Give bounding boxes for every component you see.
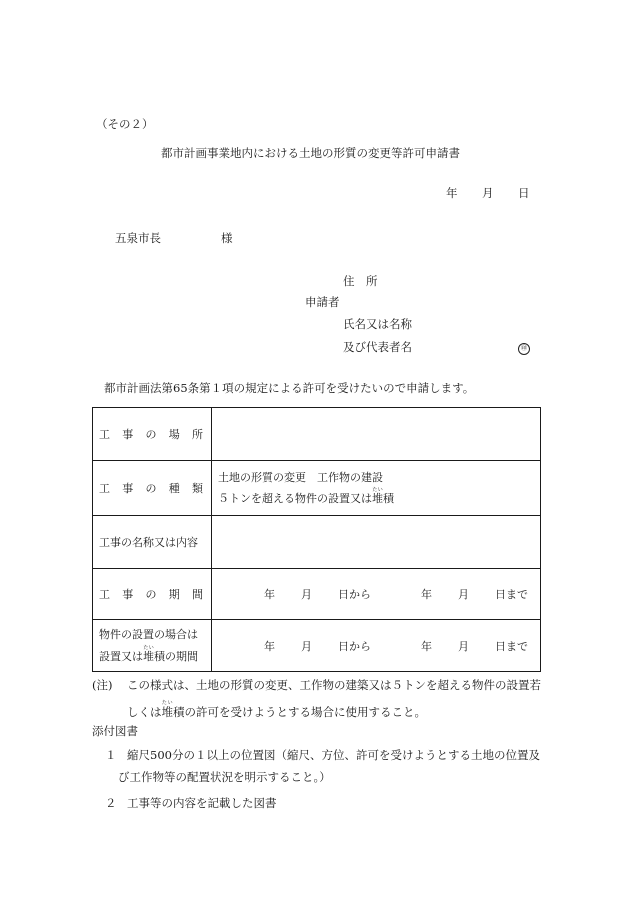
label-char: 所 bbox=[192, 428, 203, 441]
name-value-cell[interactable] bbox=[212, 516, 541, 569]
note-line1: この様式は、土地の形質の変更、工作物の建築又は５トンを超える物件の設置若 bbox=[127, 678, 541, 692]
construction-period: 年 月 日から 年 月 日まで bbox=[264, 588, 528, 601]
label-char: の bbox=[145, 428, 157, 441]
address-label: 住 所 bbox=[343, 274, 378, 288]
label-char: 種 bbox=[168, 482, 180, 495]
label-char: 工 bbox=[99, 428, 110, 441]
label-char: 間 bbox=[192, 588, 203, 601]
sheet-label: （その２） bbox=[96, 117, 154, 131]
location-value-cell[interactable] bbox=[212, 408, 541, 461]
table-row bbox=[93, 620, 541, 672]
table-row bbox=[93, 461, 541, 516]
kind-value-cell bbox=[212, 461, 541, 516]
seal-icon: ㊞ bbox=[518, 343, 530, 355]
storage-period-value-cell[interactable] bbox=[212, 620, 541, 672]
label-char: 事 bbox=[122, 482, 134, 495]
table-row bbox=[93, 516, 541, 569]
table-label-cell bbox=[93, 408, 212, 461]
attachment-1-number: １ bbox=[105, 748, 117, 762]
addressee: 五泉市長 bbox=[115, 231, 161, 245]
attachments-title: 添付図書 bbox=[92, 724, 138, 738]
attachment-1-line2: び工作物等の配置状況を明示すること。） bbox=[118, 770, 331, 784]
row-label-location bbox=[93, 426, 211, 442]
application-form-table bbox=[92, 407, 541, 672]
statement: 都市計画法第65条第１項の規定による許可を受けたいので申請します。 bbox=[104, 381, 475, 395]
attachment-2-number: ２ bbox=[105, 796, 117, 810]
row-label-kind bbox=[93, 480, 211, 496]
attachment-2-text: 工事等の内容を記載した図書 bbox=[127, 796, 277, 810]
note-label: (注) bbox=[92, 678, 113, 692]
date-year: 年 bbox=[446, 186, 458, 200]
label-char: 期 bbox=[168, 588, 180, 601]
label-char: 事 bbox=[122, 428, 134, 441]
row-label-period bbox=[93, 586, 211, 602]
attachment-1-line1: 縮尺500分の１以上の位置図（縮尺、方位、許可を受けようとする土地の位置及 bbox=[127, 748, 540, 762]
table-label-cell bbox=[93, 569, 212, 620]
kind-value-line2: ５トンを超える物件の設置又は堆たい積 bbox=[218, 487, 394, 505]
applicant-label: 申請者 bbox=[305, 295, 340, 309]
row-label-name: 工事の名称又は内容 bbox=[99, 536, 198, 549]
table-label-cell bbox=[93, 461, 212, 516]
kind-value-line1: 土地の形質の変更 工作物の建設 bbox=[218, 470, 383, 484]
note-line2: しくは堆たい積の許可を受けようとする場合に使用すること。 bbox=[127, 700, 426, 719]
honorific: 様 bbox=[221, 231, 233, 245]
storage-period: 年 月 日から 年 月 日まで bbox=[264, 639, 528, 653]
label-char: 類 bbox=[192, 482, 203, 495]
label-char: の bbox=[145, 588, 157, 601]
label-char: 工 bbox=[99, 588, 110, 601]
date-day: 日 bbox=[518, 186, 530, 200]
label-char: 場 bbox=[168, 428, 180, 441]
name-label: 氏名又は名称 bbox=[343, 317, 412, 331]
table-label-cell bbox=[93, 516, 212, 569]
label-char: 工 bbox=[99, 482, 110, 495]
table-row bbox=[93, 408, 541, 461]
document-title: 都市計画事業地内における土地の形質の変更等許可申請書 bbox=[161, 146, 460, 160]
period-value-cell[interactable] bbox=[212, 569, 541, 620]
label-char: の bbox=[145, 482, 157, 495]
representative-label: 及び代表者名 bbox=[343, 340, 412, 354]
table-row bbox=[93, 569, 541, 620]
label-char: 事 bbox=[122, 588, 134, 601]
table-label-cell bbox=[93, 620, 212, 672]
date-month: 月 bbox=[482, 186, 494, 200]
row-label-storage-period: 物件の設置の場合は 設置又は堆たい積の期間 bbox=[99, 628, 198, 663]
